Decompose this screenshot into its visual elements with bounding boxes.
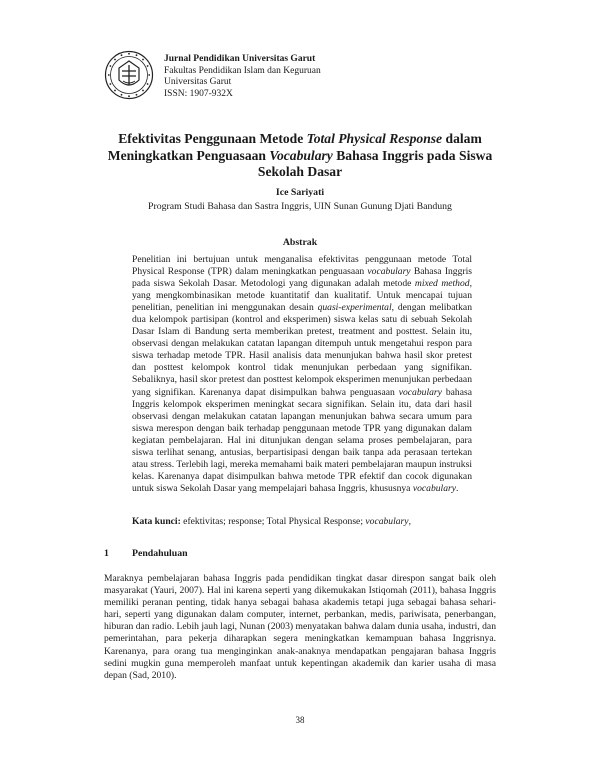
journal-info <box>164 54 321 100</box>
issn: ISSN: 1907-932X <box>164 88 233 99</box>
abstract-italic: mixed method <box>414 278 470 290</box>
title-part-italic: Vocabulary <box>269 147 333 163</box>
section-paragraph: Maraknya pembelajaran bahasa Inggris pada pendidikan tingkat dasar direspon sangat baik oleh masyarakat (Yauri, 2007). Hal ini karena seperti yang dikemukakan Istiqomah (2011), bahasa Inggris memiliki peranan penting, tidak hanya sebagai bahasa akademis tetapi juga sebagai bahasa sehari-hari, seperti yang digunakan dalam computer, internet, perbankan, medis, pariwisata, penerbangan, hiburan dan radio. Lebih jauh lagi, Nunan (2003) menyatakan bahwa dalam dunia usaha, industri, dan pemerintahan, para pekerja diharapkan segera meningkatkan kemampuan bahasa Inggrisnya. Karenanya, para orang tua menginginkan anak-anaknya mendapatkan pengajaran bahasa Inggris sedini mugkin guna memperoleh manfaat untuk kepentingan akademik dan karier usaha di masa depan (Sad, 2010). <box>104 573 496 681</box>
author-name: Ice Sariyati <box>275 187 325 198</box>
university-name: Universitas Garut <box>164 77 232 87</box>
abstract-text: bahasa Inggris kelompok eksperimen meningkat secara signifikan. Selain itu, data dari hasil observasi dengan melakukan catatan lapangan menunjukan bahwa secara umum para siswa merespon dengan baik terhadap penggunaan metode TPR yang digunakan dalam kegiatan pembelajaran. Hal ini ditunjukan dengan selama proses pembelajaran, para siswa terlihat senang, antusias, berpartisipasi dengan baik tanpa ada perasaan tertekan atau stress. Terlebih lagi, mereka memahami baik materi pembelajaran maupun instruksi kelas. Karenanya dapat disimpulkan bahwa metode TPR efektif dan cocok digunakan untuk siswa Sekolah Dasar yang mempelajari bahasa Inggris, khususnya <box>132 386 472 494</box>
keywords <box>132 516 472 528</box>
section-number: 1 <box>104 548 109 559</box>
keywords-label: Kata kunci: <box>132 516 181 527</box>
university-seal-icon <box>104 50 154 100</box>
journal-name: Jurnal Pendidikan Universitas Garut <box>164 54 316 64</box>
section-heading <box>104 548 188 559</box>
keywords-end: , <box>408 516 411 527</box>
abstract-text: Bahasa Inggris pada siswa Sekolah Dasar. Metodologi yang digunakan adalah metode <box>132 266 472 290</box>
title-part: Bahasa Inggris pada Siswa Sekolah Dasar <box>257 147 493 179</box>
keywords-italic: vocabulary <box>365 516 409 527</box>
title-part: dalam Meningkatkan Penguasaan <box>107 131 482 163</box>
abstract-italic: vocabulary <box>398 386 442 398</box>
abstract-body <box>132 254 472 495</box>
abstract-text: Penelitian ini bertujuan untuk menganalisa efektivitas penggunaan metode Total Physical Response (TPR) dalam meningkatkan penguasaan <box>132 254 472 278</box>
faculty-name: Fakultas Pendidikan Islam dan Keguruan <box>164 65 321 76</box>
keywords-text: efektivitas; response; Total Physical Response; <box>180 516 366 527</box>
section-title: Pendahuluan <box>132 548 188 559</box>
abstract-heading: Abstrak <box>282 237 318 248</box>
abstract-text: . <box>456 482 459 494</box>
title-part-italic: Total Physical Response <box>306 131 443 146</box>
abstract-text: , yang mengkombinasikan metode kuantitatif dan kualitatif. Untuk mencapai tujuan penelitian, penelitian ini menggunakan desain <box>132 278 472 314</box>
abstract-italic: vocabulary <box>367 266 411 278</box>
author-affiliation: Program Studi Bahasa dan Sastra Inggris, UIN Sunan Gunung Djati Bandung <box>148 201 452 212</box>
abstract-italic: quasi-experimental <box>317 302 392 314</box>
page-number: 38 <box>295 715 305 725</box>
abstract-text: , dengan melibatkan dua kelompok partisipan (kontrol and eksperimen) siswa kelas satu di sebuah Sekolah Dasar Islam di Bandung serta memberikan pretest, treatment and posttest. Selain itu, observasi dengan melakukan catatan lapangan ditempuh untuk mengetahui respon para siswa terhadap metode TPR. Hasil analisis data menunjukan bahwa hasil skor pretest dan posttest kelompok kontrol tidak menunjukan perbedaan yang signifikan. Sebaliknya, hasil skor pretest dan posttest kelompok eksperimen menunjukan perbedaan yang signifikan. Karenanya dapat disimpulkan bahwa penguasaan <box>132 302 472 398</box>
paper-title <box>95 131 505 181</box>
abstract-italic: vocabulary <box>412 482 456 494</box>
title-part: Efektivitas Penggunaan Metode <box>118 131 307 146</box>
